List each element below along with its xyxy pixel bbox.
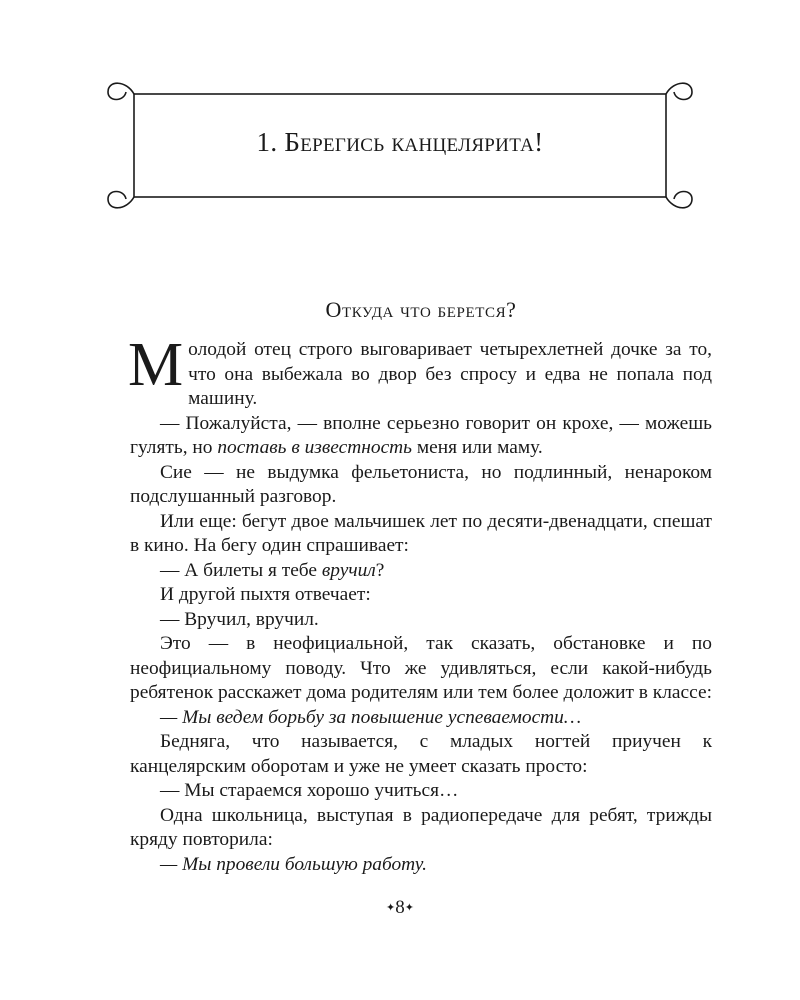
chapter-title-frame [104,72,696,222]
chapter-title: 1. Берегись канцелярита! [256,127,544,157]
paragraph-2 [130,412,712,461]
italic-phrase: Мы ведем борьбу за повышение успеваемости… [182,706,582,728]
paragraph-8: Это — в неофициальной, так сказать, обстановке и по неофициальному поводу. Что же удивляться, если какой-нибудь ребятенок расскажет дома родителям или тем более доложит в классе: [130,633,712,703]
italic-phrase: поставь в известность [217,437,413,458]
paragraph-5 [130,559,712,584]
italic-phrase: вручил [321,559,376,581]
diamond-ornament-icon: ✦ [404,902,414,914]
page-footer [0,896,800,920]
drop-cap: М [128,331,184,399]
paragraph-text: — А билеты я тебе [160,559,322,581]
paragraph-text: ? [375,559,385,581]
italic-dash: — [160,706,183,728]
paragraph-text: олодой отец строго выговаривает четырехлетней дочке за то, что она выбежала во двор без спросу и едва не попала под машину. [188,339,712,409]
paragraph-13 [130,853,712,878]
paragraph-7: — Вручил, вручил. [160,608,319,630]
paragraph-11: — Мы стараемся хорошо учиться… [160,780,459,801]
diamond-ornament-icon: ✦ [386,902,396,914]
italic-dash: — [160,853,183,875]
paragraph-text: — Пожалуйста, — вполне серьезно говорит он крохе, — можешь гулять, но [130,412,712,458]
paragraph-text: меня или маму. [412,437,543,458]
paragraph-4: Или еще: бегут двое мальчишек лет по десяти-двенадцати, спешат в кино. На бегу один спрашивает: [130,510,712,556]
paragraph-10: Бедняга, что называется, с младых ногтей приучен к канцелярским оборотам и уже не умеет сказать просто: [130,731,712,777]
paragraph-1 [128,331,712,412]
paragraph-3: Сие — не выдумка фельетониста, но подлинный, ненароком подслушанный разговор. [130,461,712,507]
paragraph-9 [130,706,712,731]
paragraph-12: Одна школьница, выступая в радиопередаче для ребят, трижды кряду повторила: [130,804,712,850]
body-text [128,331,712,877]
italic-phrase: Мы провели большую работу. [182,853,427,875]
paragraph-6: И другой пыхтя отвечает: [160,584,371,605]
page-number: 8 [395,897,405,918]
section-title: Откуда что берется? [325,297,517,322]
